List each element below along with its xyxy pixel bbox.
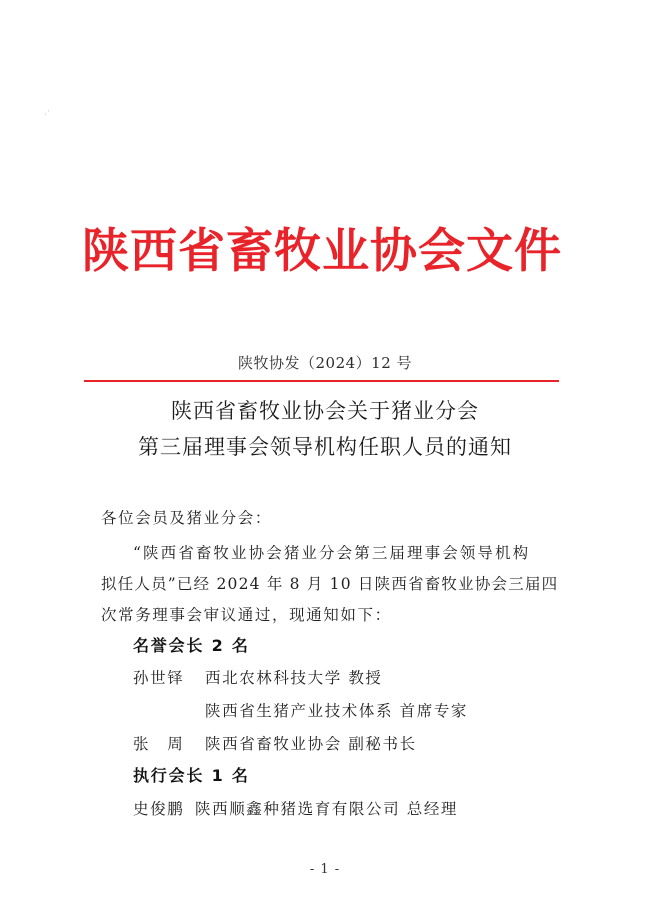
person-name: 史俊鹏 xyxy=(133,800,185,818)
person-name: 孙世铎 xyxy=(133,669,185,687)
section-heading-executive-president: 执行会长 1 名 xyxy=(133,766,250,785)
person-title: 陕西顺鑫种猪选育有限公司 总经理 xyxy=(195,800,459,818)
person-row xyxy=(133,733,417,755)
scan-speck: ·˙ xyxy=(44,110,51,119)
person-title: 陕西省畜牧业协会 副秘书长 xyxy=(205,735,417,753)
notice-title-line-1: 陕西省畜牧业协会关于猪业分会 xyxy=(171,399,479,423)
page-number: - 1 - xyxy=(309,862,341,877)
notice-title-line-2: 第三届理事会领导机构任职人员的通知 xyxy=(138,435,512,459)
document-header-title: 陕西省畜牧业协会文件 xyxy=(82,224,562,279)
body-paragraph-line-3: 次常务理事会审议通过，现通知如下： xyxy=(101,606,392,624)
person-row xyxy=(133,700,468,722)
person-row xyxy=(133,667,383,689)
salutation: 各位会员及猪业分会： xyxy=(101,509,273,527)
person-title: 西北农林科技大学 教授 xyxy=(205,669,383,687)
section-heading-honorary-president: 名誉会长 2 名 xyxy=(133,636,250,655)
body-paragraph-line-2: 拟任人员”已经 2024 年 8 月 10 日陕西省畜牧业协会三届四 xyxy=(101,575,559,593)
person-name: 张 周 xyxy=(133,735,185,753)
document-number: 陕牧协发（2024）12 号 xyxy=(237,354,413,372)
person-row xyxy=(133,798,458,820)
body-paragraph-line-1: “陕西省畜牧业协会猪业分会第三届理事会领导机构 xyxy=(133,544,531,562)
person-title: 陕西省生猪产业技术体系 首席专家 xyxy=(205,702,469,720)
red-divider-rule xyxy=(84,380,559,382)
